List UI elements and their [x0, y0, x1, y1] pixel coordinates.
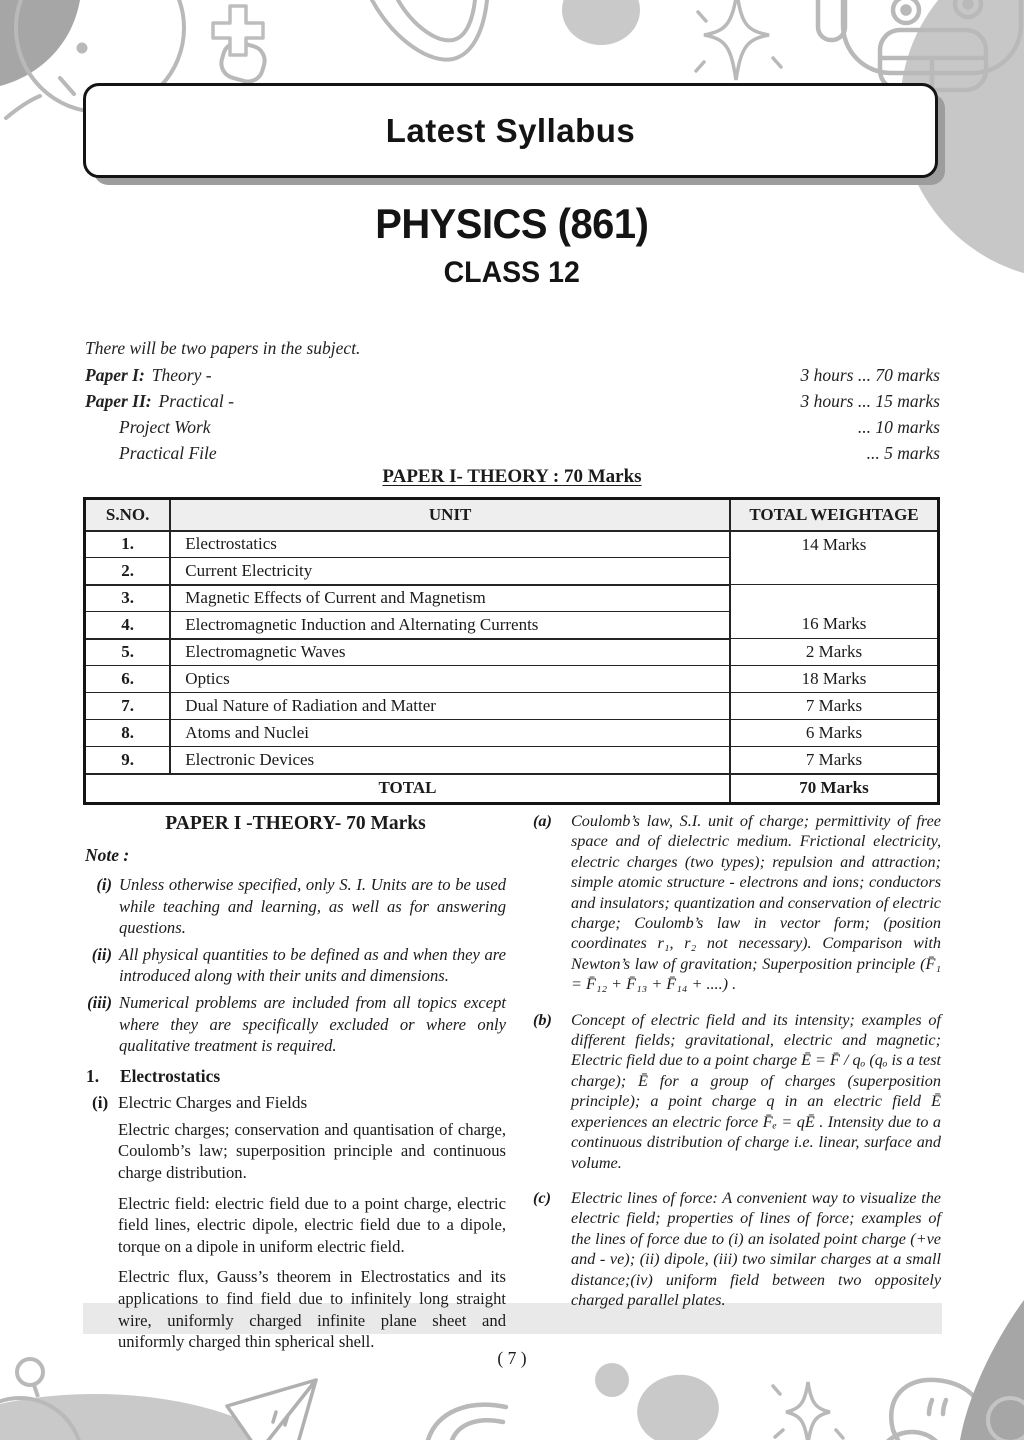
robot-doodle-bottom-right-icon: [876, 1380, 982, 1440]
header-weightage: TOTAL WEIGHTAGE: [730, 499, 939, 531]
weightage-cell: 7 Marks: [730, 693, 939, 720]
corner-blob-bottom-right-icon: [960, 1300, 1024, 1440]
syllabus-paragraph: Electric flux, Gauss’s theorem in Electrostatics and its applications to find field due to infinitely long straight wire, uniformly charged infinite plane sheet and uniformly charged thin spherical shell.: [118, 1267, 506, 1352]
syllabus-paragraph: Electric charges; conservation and quantisation of charge, Coulomb’s law; superposition principle and continuous charge distribution.: [118, 1119, 506, 1182]
unit-cell: Electronic Devices: [170, 747, 730, 774]
practical-file-text: Practical File: [119, 443, 217, 463]
sno-cell: 6.: [85, 666, 171, 693]
section-title: Electrostatics: [120, 1065, 221, 1086]
table-row: [85, 585, 939, 612]
sno-cell: 1.: [85, 531, 171, 558]
sno-cell: 8.: [85, 720, 171, 747]
project-work-marks: ... 10 marks: [857, 417, 940, 437]
sno-cell: 5.: [85, 639, 171, 666]
sno-cell: 7.: [85, 693, 171, 720]
right-column-item: [531, 811, 941, 995]
unit-cell: Atoms and Nuclei: [170, 720, 730, 747]
syllabus-paragraph: Electric field: electric field due to a point charge, electric field lines, electric dipole, electric field due to a dipole, torque on a dipole in uniform electric field.: [118, 1193, 506, 1256]
latest-syllabus-banner: [83, 83, 938, 178]
table-row: [85, 720, 939, 747]
subsection-electric-charges: [85, 1093, 506, 1113]
table-row: [85, 666, 939, 693]
unit-cell: Magnetic Effects of Current and Magnetism: [170, 585, 730, 612]
face-doodle-bottom-icon: [428, 1405, 506, 1440]
paper2-marks: 3 hours ... 15 marks: [800, 391, 940, 411]
left-column: [85, 811, 506, 1353]
section-number: 1.: [86, 1065, 100, 1086]
table-row: [85, 639, 939, 666]
note-item-text: All physical quantities to be defined as and when they are introduced along with their units and dimensions.: [119, 944, 506, 986]
table-header-row: [85, 499, 939, 531]
header-sno: S.NO.: [85, 499, 171, 531]
paper1-marks: 3 hours ... 70 marks: [800, 365, 940, 385]
intro-block: [85, 338, 940, 470]
note-item-label: (iii): [87, 992, 112, 1012]
project-work-text: Project Work: [119, 417, 211, 437]
blob-bottom-left-icon: [0, 1394, 317, 1440]
table-title: PAPER I- THEORY : 70 Marks: [382, 466, 642, 487]
total-value-cell: 70 Marks: [730, 774, 939, 804]
item-text: Coulomb’s law, S.I. unit of charge; permittivity of free space and of dielectric medium. Frictional electricity, electric charges (two types); repulsion and attraction; simple atomic structure - electrons and ions; conductors and insulators; quantization and conservation of electric charge; Coulomb’s law in vector form; (position coordinates r₁, r₂ not necessary). Comparison with Newton’s law of gravitation; Superposition principle (F̄₁ = F̄₁₂ + F̄₁₃ + F̄₁₄ + ....) .: [571, 812, 941, 994]
subsection-title: Electric Charges and Fields: [118, 1092, 308, 1112]
paper-plane-doodle-icon: [227, 1380, 316, 1440]
blob-bottom-center-icon: [632, 1368, 725, 1440]
intro-row-paper1: [85, 366, 940, 385]
blob-top-center-icon: [562, 0, 640, 45]
sno-cell: 4.: [85, 612, 171, 639]
note-item-label: (i): [96, 875, 112, 894]
section-electrostatics: [85, 1066, 506, 1087]
intro-row-paper2: [85, 392, 940, 411]
table-total-row: [85, 774, 939, 804]
sno-cell: 2.: [85, 558, 171, 585]
class-subtitle-text: CLASS 12: [443, 256, 581, 289]
paper1-text: Theory -: [151, 365, 212, 385]
banner-label: Latest Syllabus: [385, 111, 636, 149]
paper1-label: Paper I:: [85, 365, 145, 385]
subject-title-text: PHYSICS (861): [375, 200, 649, 247]
table-row: [85, 747, 939, 774]
weightage-cell: 7 Marks: [730, 747, 939, 774]
right-column-item: [531, 1010, 941, 1173]
weightage-cell: 6 Marks: [730, 720, 939, 747]
page-number: ( 7 ): [497, 1348, 527, 1368]
note-item: [85, 992, 506, 1057]
sno-cell: 3.: [85, 585, 171, 612]
class-subtitle: [0, 256, 1024, 290]
note-item-text: Numerical problems are included from all topics except where they are specifically excluded or where only qualitative treatment is required.: [119, 992, 506, 1056]
note-item: [85, 944, 506, 987]
intro-row-project-work: [85, 418, 940, 437]
robot-doodle-bottom-left-icon: [0, 1359, 82, 1440]
weightage-cell: 16 Marks: [730, 585, 939, 639]
intro-row-practical-file: [85, 444, 940, 463]
note-item-text: Unless otherwise specified, only S. I. Units are to be used while teaching and learning, as well as for answering questions.: [119, 875, 506, 938]
syllabus-body: [85, 811, 941, 1353]
corner-ring-bottom-right-icon: [988, 1398, 1024, 1440]
paper2-label: Paper II:: [85, 391, 152, 411]
sparkle-bottom-icon: [773, 1382, 843, 1440]
practical-file-marks: ... 5 marks: [866, 443, 940, 463]
unit-cell: Optics: [170, 666, 730, 693]
right-column: [531, 811, 941, 1353]
note-item-label: (ii): [91, 944, 112, 964]
sno-cell: 9.: [85, 747, 171, 774]
item-label: (a): [533, 812, 552, 830]
subsection-label: (i): [92, 1092, 109, 1112]
weightage-cell: 14 Marks: [730, 531, 939, 585]
subject-title: [0, 200, 1024, 248]
item-label: (c): [533, 1188, 551, 1207]
theory-weightage-table: [83, 497, 940, 805]
paperclip-doodle-icon: [372, 0, 487, 60]
weightage-cell: 18 Marks: [730, 666, 939, 693]
table-row: [85, 531, 939, 558]
unit-cell: Electrostatics: [170, 531, 730, 558]
unit-cell: Dual Nature of Radiation and Matter: [170, 693, 730, 720]
item-label: (b): [533, 1010, 552, 1029]
robot-head-top-right-icon: [818, 0, 1021, 90]
table-row: [85, 693, 939, 720]
item-text: Electric lines of force: A convenient way to visualize the electric field; properties of lines of force; examples of the lines of force due to (i) an isolated point charge (+ve and - ve); (ii) dipole, (iii) two similar charges at a small distance;(iv) uniform field between two oppositely charged parallel plates.: [571, 1188, 941, 1309]
right-column-item: [531, 1188, 941, 1310]
sparkle-top-icon: [696, 0, 781, 80]
header-unit: UNIT: [170, 499, 730, 531]
plus-doodle-icon: [213, 6, 263, 55]
weightage-cell: 2 Marks: [730, 639, 939, 666]
unit-cell: Electromagnetic Waves: [170, 639, 730, 666]
unit-cell: Electromagnetic Induction and Alternating Currents: [170, 612, 730, 639]
note-item: [85, 874, 506, 939]
total-label-cell: TOTAL: [85, 774, 731, 804]
paper2-text: Practical -: [158, 391, 234, 411]
left-column-heading: PAPER I -THEORY- 70 Marks: [165, 813, 426, 834]
note-label: Note :: [85, 845, 130, 865]
unit-cell: Current Electricity: [170, 558, 730, 585]
item-text: Concept of electric field and its intensity; examples of different fields; gravitational, electric and magnetic; Electric field due to a point charge Ē = F̄ / qₒ (qₒ is a test charge); Ē for a group of charges (superposition principle); a point charge q in an electric field Ē experiences an electric force F̄ₑ = qĒ . Intensity due to a continuous distribution of charge i.e. linear, surface and volume.: [571, 1010, 941, 1172]
corner-blob-top-left-icon: [0, 0, 80, 86]
intro-lead: There will be two papers in the subject.: [85, 338, 361, 358]
